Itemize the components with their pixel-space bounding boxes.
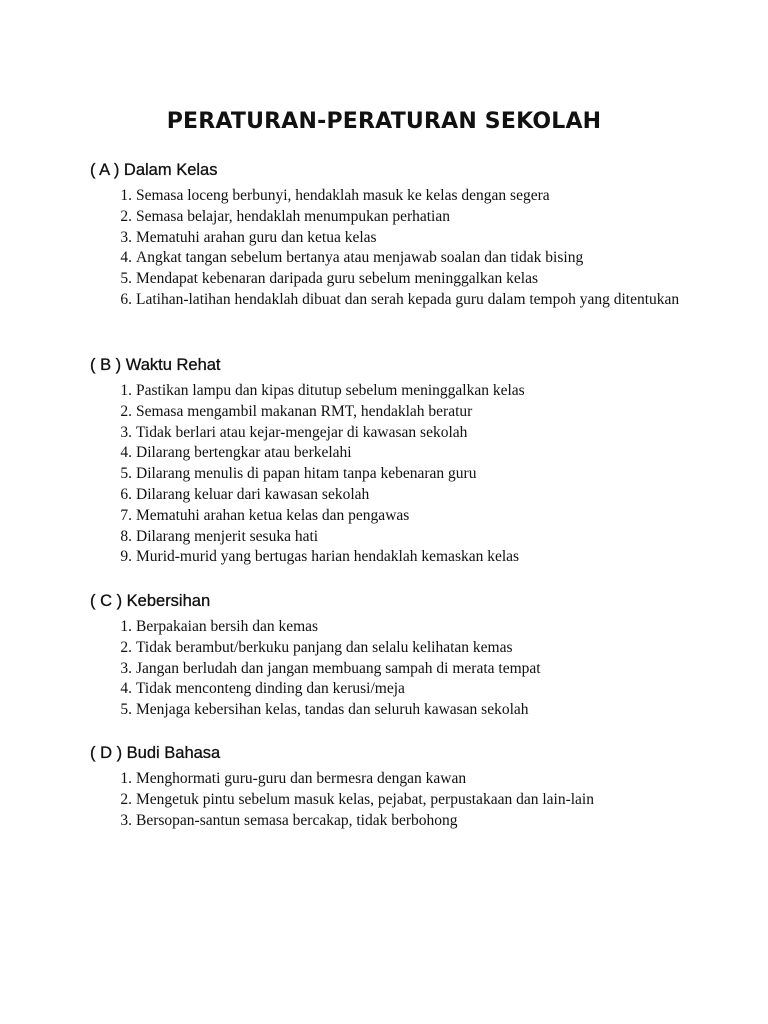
- list-item-text: Latihan-latihan hendaklah dibuat dan serah kepada guru dalam tempoh yang ditentukan: [136, 290, 680, 308]
- list-item-number: 9 .: [90, 547, 134, 568]
- list-item-number: 4 .: [90, 679, 134, 700]
- page-title: PERATURAN-PERATURAN SEKOLAH: [166, 108, 602, 134]
- list-item-number: 1 .: [90, 617, 134, 638]
- section-budi-bahasa: [90, 743, 730, 831]
- section-heading: ( A ) Dalam Kelas: [90, 161, 218, 179]
- list-item: [90, 207, 730, 228]
- list-item: [90, 617, 730, 638]
- list-item-number: 4 .: [90, 248, 134, 269]
- list-item-number: 3 .: [90, 811, 134, 832]
- list-item: [90, 547, 730, 568]
- list-item: [90, 700, 730, 721]
- list-item-text: Menjaga kebersihan kelas, tandas dan seluruh kawasan sekolah: [136, 701, 529, 719]
- list-item: [90, 269, 730, 290]
- list-item: [90, 402, 730, 423]
- list-item-text: Pastikan lampu dan kipas ditutup sebelum meninggalkan kelas: [136, 382, 525, 399]
- list-item-text: Menghormati guru-guru dan bermesra dengan kawan: [136, 770, 467, 787]
- list-item-text: Tidak berlari atau kejar-mengejar di kawasan sekolah: [136, 423, 468, 441]
- list-item: [90, 186, 730, 207]
- list-item-number: 7 .: [90, 506, 134, 527]
- list-item-text: Angkat tangan sebelum bertanya atau menjawab soalan dan tidak bising: [136, 249, 584, 267]
- list-item: [90, 290, 730, 311]
- list-item: [90, 659, 730, 680]
- section-heading: ( B ) Waktu Rehat: [90, 356, 221, 374]
- list-item: [90, 228, 730, 249]
- list-item-text: Tidak menconteng dinding dan kerusi/meja: [136, 680, 405, 698]
- rules-list: [90, 769, 730, 831]
- list-item: [90, 638, 730, 659]
- list-item: [90, 423, 730, 444]
- rules-list: [90, 617, 730, 721]
- list-item: [90, 248, 730, 269]
- section-heading: ( C ) Kebersihan: [90, 592, 211, 610]
- list-item-number: 5 .: [90, 464, 134, 485]
- list-item-number: 2 .: [90, 207, 134, 228]
- list-item: [90, 811, 730, 832]
- list-item-number: 2 .: [90, 790, 134, 811]
- list-item-text: Semasa belajar, hendaklah menumpukan perhatian: [136, 207, 450, 225]
- list-item: [90, 527, 730, 548]
- list-item-number: 8 .: [90, 527, 134, 548]
- list-item-text: Semasa loceng berbunyi, hendaklah masuk ke kelas dengan segera: [136, 187, 550, 204]
- list-item-text: Mematuhi arahan ketua kelas dan pengawas: [136, 506, 410, 524]
- list-item-text: Berpakaian bersih dan kemas: [136, 618, 319, 635]
- list-item-text: Dilarang keluar dari kawasan sekolah: [136, 485, 370, 503]
- list-item: [90, 769, 730, 790]
- list-item-text: Murid-murid yang bertugas harian hendaklah kemaskan kelas: [136, 548, 520, 566]
- list-item-number: 1 .: [90, 381, 134, 402]
- list-item-number: 2 .: [90, 402, 134, 423]
- list-item-text: Mendapat kebenaran daripada guru sebelum meninggalkan kelas: [136, 270, 538, 288]
- list-item-number: 6 .: [90, 485, 134, 506]
- list-item-number: 5 .: [90, 700, 134, 721]
- list-item-text: Dilarang menulis di papan hitam tanpa kebenaran guru: [136, 465, 477, 483]
- list-item-number: 3 .: [90, 659, 134, 680]
- list-item: [90, 506, 730, 527]
- list-item-text: Mematuhi arahan guru dan ketua kelas: [136, 228, 377, 246]
- list-item-number: 1 .: [90, 186, 134, 207]
- list-item: [90, 679, 730, 700]
- list-item-text: Dilarang bertengkar atau berkelahi: [136, 444, 352, 462]
- list-item-text: Bersopan-santun semasa bercakap, tidak berbohong: [136, 811, 458, 829]
- list-item-text: Dilarang menjerit sesuka hati: [136, 527, 319, 545]
- rules-list: [90, 186, 730, 311]
- list-item-number: 3 .: [90, 228, 134, 249]
- list-item-text: Semasa mengambil makanan RMT, hendaklah beratur: [136, 402, 473, 420]
- list-item: [90, 443, 730, 464]
- list-item-number: 5 .: [90, 269, 134, 290]
- list-item-number: 1 .: [90, 769, 134, 790]
- rules-list: [90, 381, 730, 568]
- list-item-text: Jangan berludah dan jangan membuang sampah di merata tempat: [136, 659, 541, 677]
- list-item-number: 4 .: [90, 443, 134, 464]
- list-item: [90, 485, 730, 506]
- list-item-text: Tidak berambut/berkuku panjang dan selalu kelihatan kemas: [136, 638, 513, 656]
- list-item: [90, 381, 730, 402]
- list-item-text: Mengetuk pintu sebelum masuk kelas, pejabat, perpustakaan dan lain-lain: [136, 790, 594, 808]
- section-heading: ( D ) Budi Bahasa: [90, 744, 221, 762]
- list-item-number: 6 .: [90, 290, 134, 311]
- list-item-number: 2 .: [90, 638, 134, 659]
- list-item: [90, 464, 730, 485]
- list-item: [90, 790, 730, 811]
- section-kebersihan: [90, 591, 730, 721]
- list-item-number: 3 .: [90, 423, 134, 444]
- section-dalam-kelas: [90, 160, 730, 311]
- section-waktu-rehat: [90, 355, 730, 568]
